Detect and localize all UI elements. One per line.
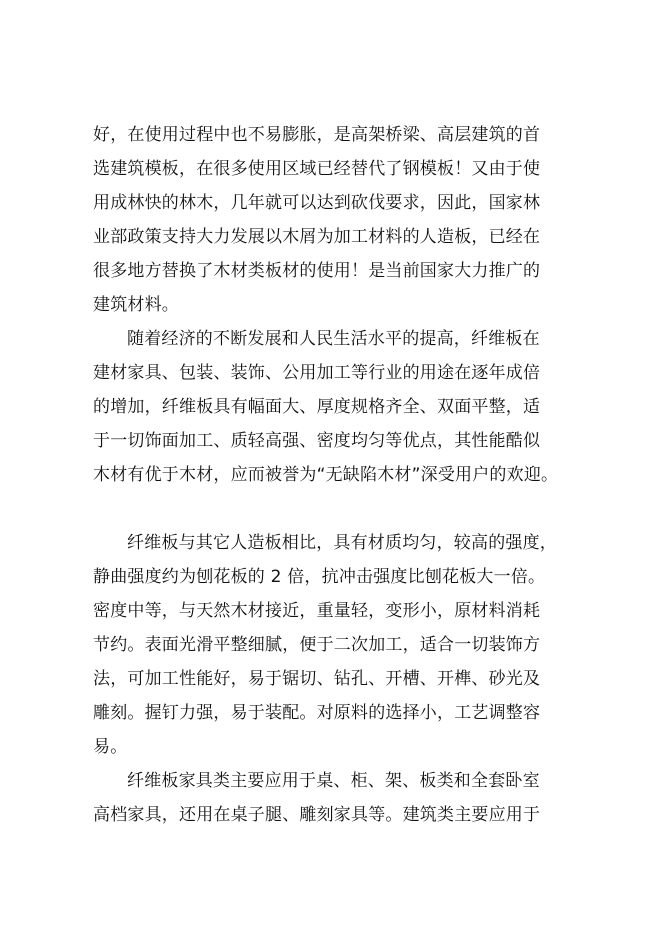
paragraph-1-line-1: 好，在使用过程中也不易膨胀，是高架桥梁、高层建筑的首 xyxy=(93,125,541,145)
paragraph-3-line-5: 法，可加工性能好，易于锯切、钻孔、开槽、开榫、砂光及 xyxy=(93,669,541,689)
paragraph-3-line-6: 雕刻。握钉力强，易于装配。对原料的选择小，工艺调整容 xyxy=(93,703,541,723)
paragraph-1-line-4: 业部政策支持大力发展以木屑为加工材料的人造板，已经在 xyxy=(93,227,541,247)
paragraph-3-line-3: 密度中等，与天然木材接近，重量轻，变形小，原材料消耗 xyxy=(93,601,541,621)
paragraph-2-line-3: 的增加，纤维板具有幅面大、厚度规格齐全、双面平整，适 xyxy=(93,397,541,417)
paragraph-1-line-6: 建筑材料。 xyxy=(93,295,179,315)
paragraph-1-line-3: 用成林快的林木，几年就可以达到砍伐要求，因此，国家林 xyxy=(93,193,541,213)
paragraph-4-line-1: 纤维板家具类主要应用于桌、柜、架、板类和全套卧室 xyxy=(127,771,540,791)
paragraph-1-line-5: 很多地方替换了木材类板材的使用！是当前国家大力推广的 xyxy=(93,261,541,281)
paragraph-2-line-5: 木材有优于木材，应而被誉为“无缺陷木材”深受用户的欢迎。 xyxy=(93,465,559,485)
paragraph-3-line-2: 静曲强度约为刨花板的 2 倍，抗冲击强度比刨花板大一倍。 xyxy=(93,567,546,587)
paragraph-3-line-7: 易。 xyxy=(93,737,128,757)
paragraph-4-line-2: 高档家具，还用在桌子腿、雕刻家具等。建筑类主要应用于 xyxy=(93,805,541,825)
paragraph-1-line-2: 选建筑模板，在很多使用区域已经替代了钢模板！又由于使 xyxy=(93,159,541,179)
paragraph-2-line-1: 随着经济的不断发展和人民生活水平的提高，纤维板在 xyxy=(127,329,540,349)
paragraph-2-line-2: 建材家具、包装、装饰、公用加工等行业的用途在逐年成倍 xyxy=(93,363,541,383)
paragraph-3-line-4: 节约。表面光滑平整细腻，便于二次加工，适合一切装饰方 xyxy=(93,635,541,655)
paragraph-3-line-1: 纤维板与其它人造板相比，具有材质均匀，较高的强度， xyxy=(127,533,557,553)
paragraph-2-line-4: 于一切饰面加工、质轻高强、密度均匀等优点，其性能酷似 xyxy=(93,431,541,451)
